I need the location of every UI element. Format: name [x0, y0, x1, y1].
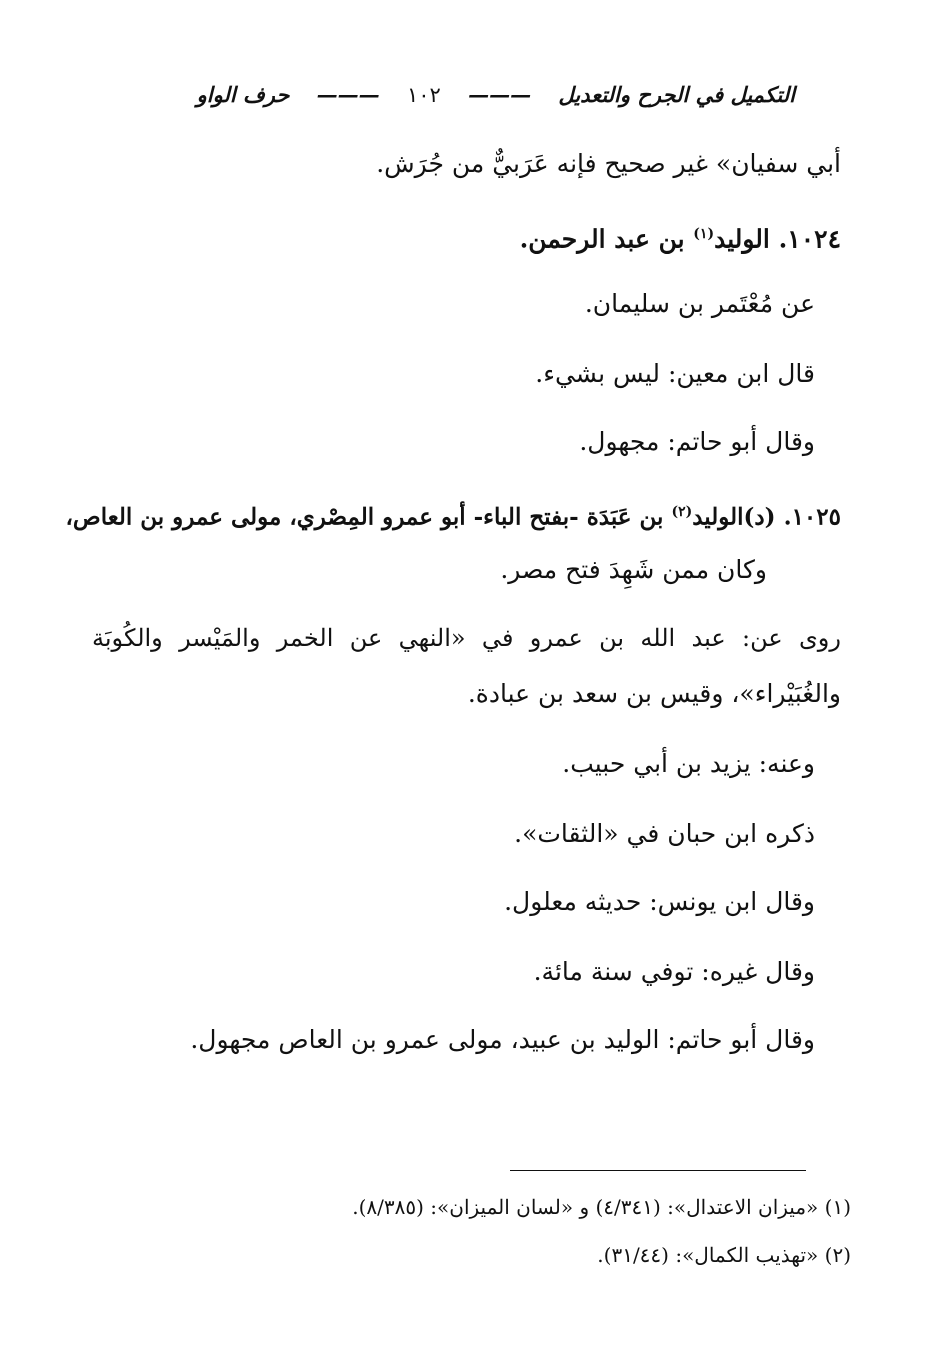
entry-name: الوليد: [692, 503, 744, 531]
entry-number: ١٠٢٥.: [783, 503, 841, 531]
footnote-divider: [510, 1170, 806, 1171]
text-line: وقال غيره: توفي سنة مائة.: [533, 957, 815, 986]
footnote-ref: (١): [693, 226, 715, 242]
text-line: روى عن: عبد الله بن عمرو في «النهي عن الخمر والمَيْسر والكُوبَة: [92, 624, 841, 652]
entry-tag: (د): [743, 503, 776, 531]
text-line: والغُبَيْراء»، وقيس بن سعد بن عبادة.: [467, 679, 841, 708]
entry-heading-1024: [520, 216, 841, 257]
text-line: وعنه: يزيد بن أبي حبيب.: [562, 749, 815, 778]
text-line: قال ابن معين: ليس بشيء.: [535, 359, 815, 388]
footnote-ref: (٢): [671, 504, 693, 520]
text-line: عن مُعْتَمر بن سليمان.: [584, 289, 815, 318]
footnote-1: (١) «ميزان الاعتدال»: (٤/٣٤١) و «لسان الميزان»: (٨/٣٨٥).: [352, 1195, 851, 1219]
text-line: وكان ممن شَهِدَ فتح مصر.: [500, 555, 767, 584]
header-dash: ———: [316, 82, 380, 107]
text-line: وقال أبو حاتم: مجهول.: [579, 427, 815, 456]
page-number: ١٠٢: [406, 83, 441, 107]
section-title: حرف الواو: [196, 82, 290, 107]
header-dash: ———: [468, 82, 532, 107]
entry-name: الوليد: [714, 224, 770, 254]
running-header: [190, 80, 805, 110]
footnote-2: (٢) «تهذيب الكمال»: (٣١/٤٤).: [597, 1243, 851, 1267]
text-line: ذكره ابن حبان في «الثقات».: [514, 819, 815, 848]
entry-name-rest: بن عَبَدَة -بفتح الباء- أبو عمرو المِصْري، مولى عمرو بن العاص،: [65, 503, 664, 531]
entry-heading-1025: [65, 494, 841, 536]
text-line: وقال أبو حاتم: الوليد بن عبيد، مولى عمرو بن العاص مجهول.: [190, 1025, 815, 1054]
text-line: وقال ابن يونس: حديثه معلول.: [504, 887, 815, 916]
text-line: أبي سفيان» غير صحيح فإنه عَرَبيٌّ من جُرَش.: [376, 149, 841, 178]
entry-number: ١٠٢٤.: [778, 224, 841, 254]
book-title: التكميل في الجرح والتعديل: [558, 82, 795, 107]
entry-name-rest: بن عبد الرحمن.: [519, 224, 685, 254]
